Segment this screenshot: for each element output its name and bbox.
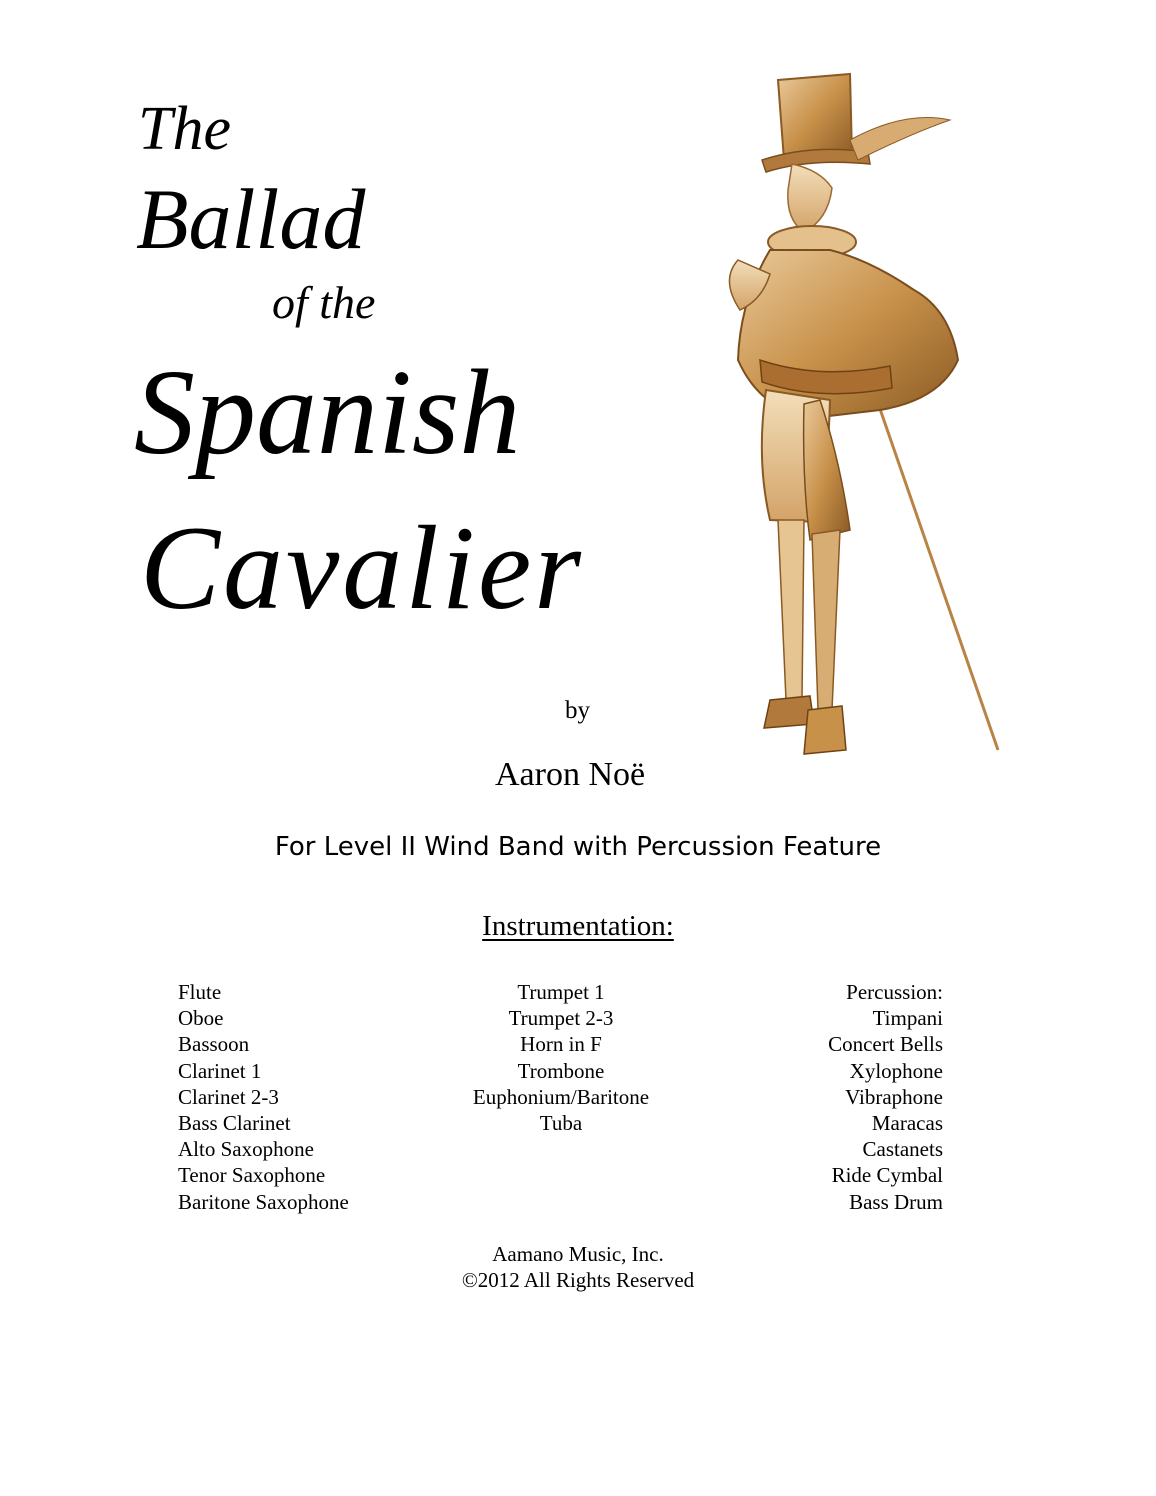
instrument-item: Horn in F [520, 1032, 602, 1057]
instrument-item: Trumpet 2-3 [508, 1006, 614, 1031]
title-line-the: The [138, 95, 231, 163]
instrument-item: Bass Drum [849, 1189, 943, 1214]
instrument-item: Xylophone [849, 1058, 943, 1083]
instrument-item: Ride Cymbal [831, 1163, 943, 1188]
percussion-list [828, 979, 943, 1215]
instrument-item: Bassoon [178, 1032, 250, 1057]
instrumentation-heading: Instrumentation: [482, 910, 674, 942]
title-line-of-the: of the [272, 277, 376, 328]
subtitle: For Level II Wind Band with Percussion Feature [274, 832, 882, 862]
instrument-item: Trombone [517, 1058, 605, 1083]
instrument-item: Maracas [871, 1111, 943, 1136]
copyright-notice: ©2012 All Rights Reserved [461, 1268, 695, 1292]
instrument-item: Trumpet 1 [517, 980, 605, 1004]
percussion-heading: Percussion: [846, 980, 943, 1004]
publisher-name: Aamano Music, Inc. [492, 1242, 664, 1266]
instrument-item: Clarinet 2-3 [178, 1084, 279, 1109]
publisher-block [0, 1241, 1156, 1293]
instrument-item: Oboe [178, 1006, 224, 1031]
instrument-item: Baritone Saxophone [178, 1189, 349, 1214]
brass-list [440, 979, 682, 1136]
instrument-item: Castanets [862, 1137, 943, 1162]
author-name: Aaron Noë [495, 756, 646, 793]
title-line-spanish: Spanish [134, 345, 521, 480]
instrument-item: Timpani [872, 1006, 943, 1031]
instrument-item: Vibraphone [845, 1084, 943, 1109]
instrument-item: Euphonium/Baritone [472, 1084, 650, 1109]
cavalier-illustration [700, 60, 1020, 780]
instrument-item: Alto Saxophone [178, 1137, 314, 1162]
title-line-cavalier: Cavalier [140, 501, 584, 634]
instrument-item: Flute [178, 980, 222, 1004]
title-line-ballad: Ballad [136, 171, 366, 267]
instrument-item: Concert Bells [828, 1032, 943, 1057]
instrument-item: Tenor Saxophone [178, 1163, 326, 1188]
byline: by [565, 697, 590, 724]
instrument-item: Bass Clarinet [178, 1111, 291, 1136]
instrument-item: Clarinet 1 [178, 1058, 262, 1083]
instrument-item: Tuba [539, 1111, 583, 1136]
woodwinds-list [178, 979, 349, 1215]
